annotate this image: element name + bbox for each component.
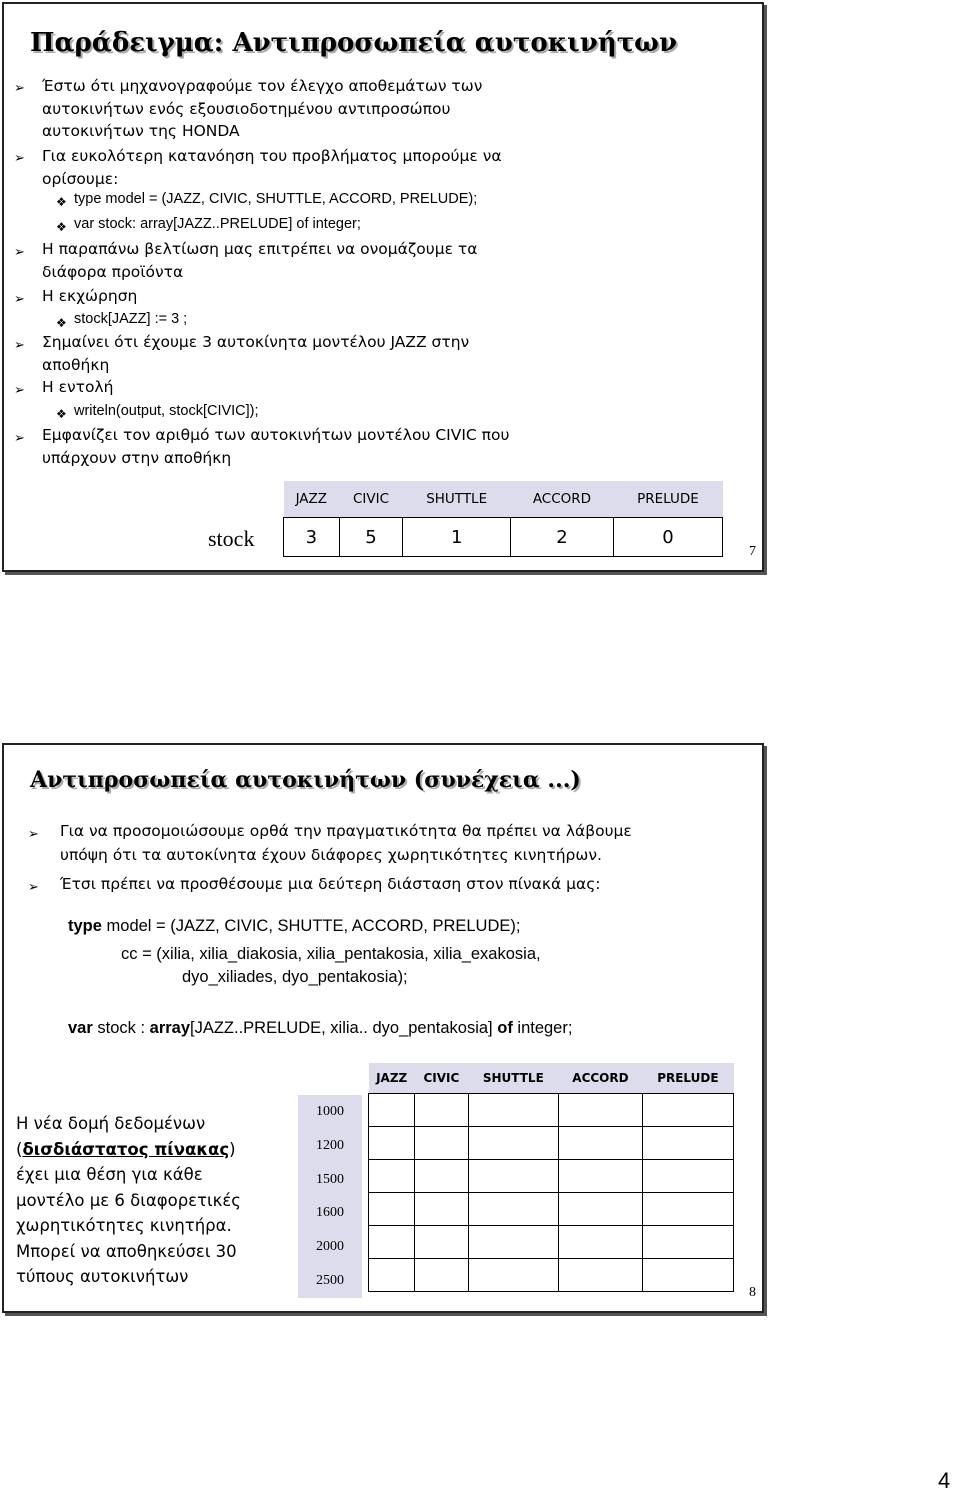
header-cell: PRELUDE: [613, 481, 722, 518]
bullet-text-7: Εμφανίζει τον αριθμό των αυτοκινήτων μοντέλου CIVIC που υπάρχουν στην αποθήκη: [42, 426, 510, 467]
bullet-text-1: Έστω ότι μηχανογραφούμε τον έλεγχο αποθεμάτων των αυτοκινήτων ενός εξουσιοδοτημένου αντιπροσώπου αυτοκινήτων της HONDA: [42, 77, 483, 140]
slide-title: Αντιπροσωπεία αυτοκινήτων (συνέχεια ...): [30, 767, 581, 793]
bullet-arrow-icon: ➢: [28, 827, 39, 842]
slide-number: 8: [749, 1285, 756, 1300]
row-label: 2500: [298, 1264, 362, 1298]
grid-cell: [559, 1127, 643, 1160]
header-cell: PRELUDE: [642, 1063, 733, 1094]
stock-array-table: [283, 481, 723, 557]
grid-cell: [642, 1127, 733, 1160]
grid-cell: [559, 1193, 643, 1226]
code-line-cc: cc = (xilia, xilia_diakosia, xilia_pentakosia, xilia_exakosia,: [121, 945, 541, 963]
diamond-bullet-icon: ❖: [56, 407, 67, 421]
bullet-text-5: Σημαίνει ότι έχουμε 3 αυτοκίνητα μοντέλου JAZZ στην αποθήκη: [42, 333, 470, 374]
grid-cell: [369, 1226, 415, 1259]
sheet-page-number: 4: [938, 1468, 951, 1493]
grid-cell: [559, 1094, 643, 1127]
grid-cell: [468, 1160, 559, 1193]
grid-cell: [642, 1259, 733, 1292]
bullet-arrow-icon: ➢: [14, 292, 25, 307]
grid-cell: [415, 1094, 468, 1127]
diamond-bullet-icon: ❖: [56, 220, 67, 234]
slide-8: [2, 743, 764, 1313]
grid-row: [369, 1127, 734, 1160]
grid-cell: [415, 1127, 468, 1160]
header-cell: CIVIC: [339, 481, 403, 518]
grid-cell: [415, 1193, 468, 1226]
array-name-label: stock: [208, 526, 255, 551]
grid-cell: [369, 1160, 415, 1193]
description-text: Η νέα δομή δεδομένων (δισδιάστατος πίνακας) έχει μια θέση για κάθε μοντέλο με 6 διαφορετικές χωρητικότητες κινητήρα. Μπορεί να αποθηκεύσει 30 τύπους αυτοκινήτων: [16, 1114, 241, 1286]
diamond-bullet-icon: ❖: [56, 195, 67, 209]
grid-row: [369, 1226, 734, 1259]
bullet-text-3: Η παραπάνω βελτίωση μας επιτρέπει να ονομάζουμε τα διάφορα προϊόντα: [42, 240, 478, 281]
grid-row: [369, 1193, 734, 1226]
value-cell: 2: [510, 518, 613, 557]
header-cell: ACCORD: [559, 1063, 643, 1094]
row-label: 1600: [298, 1196, 362, 1230]
grid-cell: [468, 1193, 559, 1226]
bullet-arrow-icon: ➢: [14, 81, 25, 96]
slide-title: Παράδειγμα: Αντιπροσωπεία αυτοκινήτων: [30, 28, 677, 58]
slide-number: 7: [749, 544, 756, 559]
bullet-text-6: Η εντολή: [42, 378, 114, 396]
grid-row: [369, 1160, 734, 1193]
header-cell: JAZZ: [284, 481, 340, 518]
grid-cell: [369, 1127, 415, 1160]
grid-cell: [415, 1226, 468, 1259]
sub-bullet-2: var stock: array[JAZZ..PRELUDE] of integer;: [74, 216, 361, 232]
grid-cell: [642, 1226, 733, 1259]
bullet-text-4: Η εκχώρηση: [42, 287, 138, 305]
row-label: 2000: [298, 1230, 362, 1264]
header-cell: ACCORD: [510, 481, 613, 518]
two-dimensional-array-table: [368, 1063, 734, 1292]
row-label: 1500: [298, 1163, 362, 1196]
code-line-cc-cont: dyo_xiliades, dyo_pentakosia);: [182, 968, 408, 986]
bullet-arrow-icon: ➢: [14, 245, 25, 260]
grid-cell: [468, 1127, 559, 1160]
grid-cell: [559, 1259, 643, 1292]
grid-cell: [642, 1160, 733, 1193]
value-row: [284, 518, 723, 557]
bullet-arrow-icon: ➢: [14, 431, 25, 446]
header-cell: SHUTTLE: [403, 481, 511, 518]
sub-bullet-4: writeln(output, stock[CIVIC]);: [74, 403, 259, 419]
header-row: [284, 481, 723, 518]
bullet-text-2: Για ευκολότερη κατανόηση του προβλήματος μπορούμε να ορίσουμε:: [42, 147, 502, 188]
bullet-arrow-icon: ➢: [14, 383, 25, 398]
sub-bullet-1: type model = (JAZZ, CIVIC, SHUTTLE, ACCORD, PRELUDE);: [74, 191, 478, 207]
value-cell: 1: [403, 518, 511, 557]
row-label: 1200: [298, 1129, 362, 1163]
grid-cell: [415, 1160, 468, 1193]
value-cell: 0: [613, 518, 722, 557]
grid-cell: [468, 1259, 559, 1292]
diamond-bullet-icon: ❖: [56, 316, 67, 330]
code-line-type: type model = (JAZZ, CIVIC, SHUTTE, ACCORD, PRELUDE);: [68, 917, 521, 935]
grid-cell: [559, 1160, 643, 1193]
bullet-text-1: Για να προσομοιώσουμε ορθά την πραγματικότητα θα πρέπει να λάβουμε υπόψη ότι τα αυτοκίνητα έχουν διάφορες χωρητικότητες κινητήρων.: [60, 822, 632, 864]
grid-row: [369, 1259, 734, 1292]
grid-cell: [369, 1259, 415, 1292]
grid-cell: [468, 1094, 559, 1127]
header-cell: CIVIC: [415, 1063, 468, 1094]
bullet-arrow-icon: ➢: [14, 151, 25, 166]
grid-cell: [642, 1094, 733, 1127]
grid-cell: [642, 1193, 733, 1226]
grid-cell: [369, 1094, 415, 1127]
header-row: [369, 1063, 734, 1094]
bullet-text-2: Έτσι πρέπει να προσθέσουμε μια δεύτερη διάσταση στον πίνακά μας:: [60, 875, 601, 893]
sub-bullet-3: stock[JAZZ] := 3 ;: [74, 311, 188, 327]
bullet-arrow-icon: ➢: [28, 880, 39, 895]
grid-cell: [559, 1226, 643, 1259]
header-cell: JAZZ: [369, 1063, 415, 1094]
code-line-var: var stock : array[JAZZ..PRELUDE, xilia.. dyo_pentakosia] of integer;: [68, 1019, 573, 1037]
row-label: 1000: [298, 1095, 362, 1129]
bullet-arrow-icon: ➢: [14, 338, 25, 353]
value-cell: 5: [339, 518, 403, 557]
grid-cell: [415, 1259, 468, 1292]
grid-row: [369, 1094, 734, 1127]
header-cell: SHUTTLE: [468, 1063, 559, 1094]
grid-cell: [468, 1226, 559, 1259]
slide-7: [2, 2, 764, 572]
value-cell: 3: [284, 518, 340, 557]
grid-cell: [369, 1193, 415, 1226]
